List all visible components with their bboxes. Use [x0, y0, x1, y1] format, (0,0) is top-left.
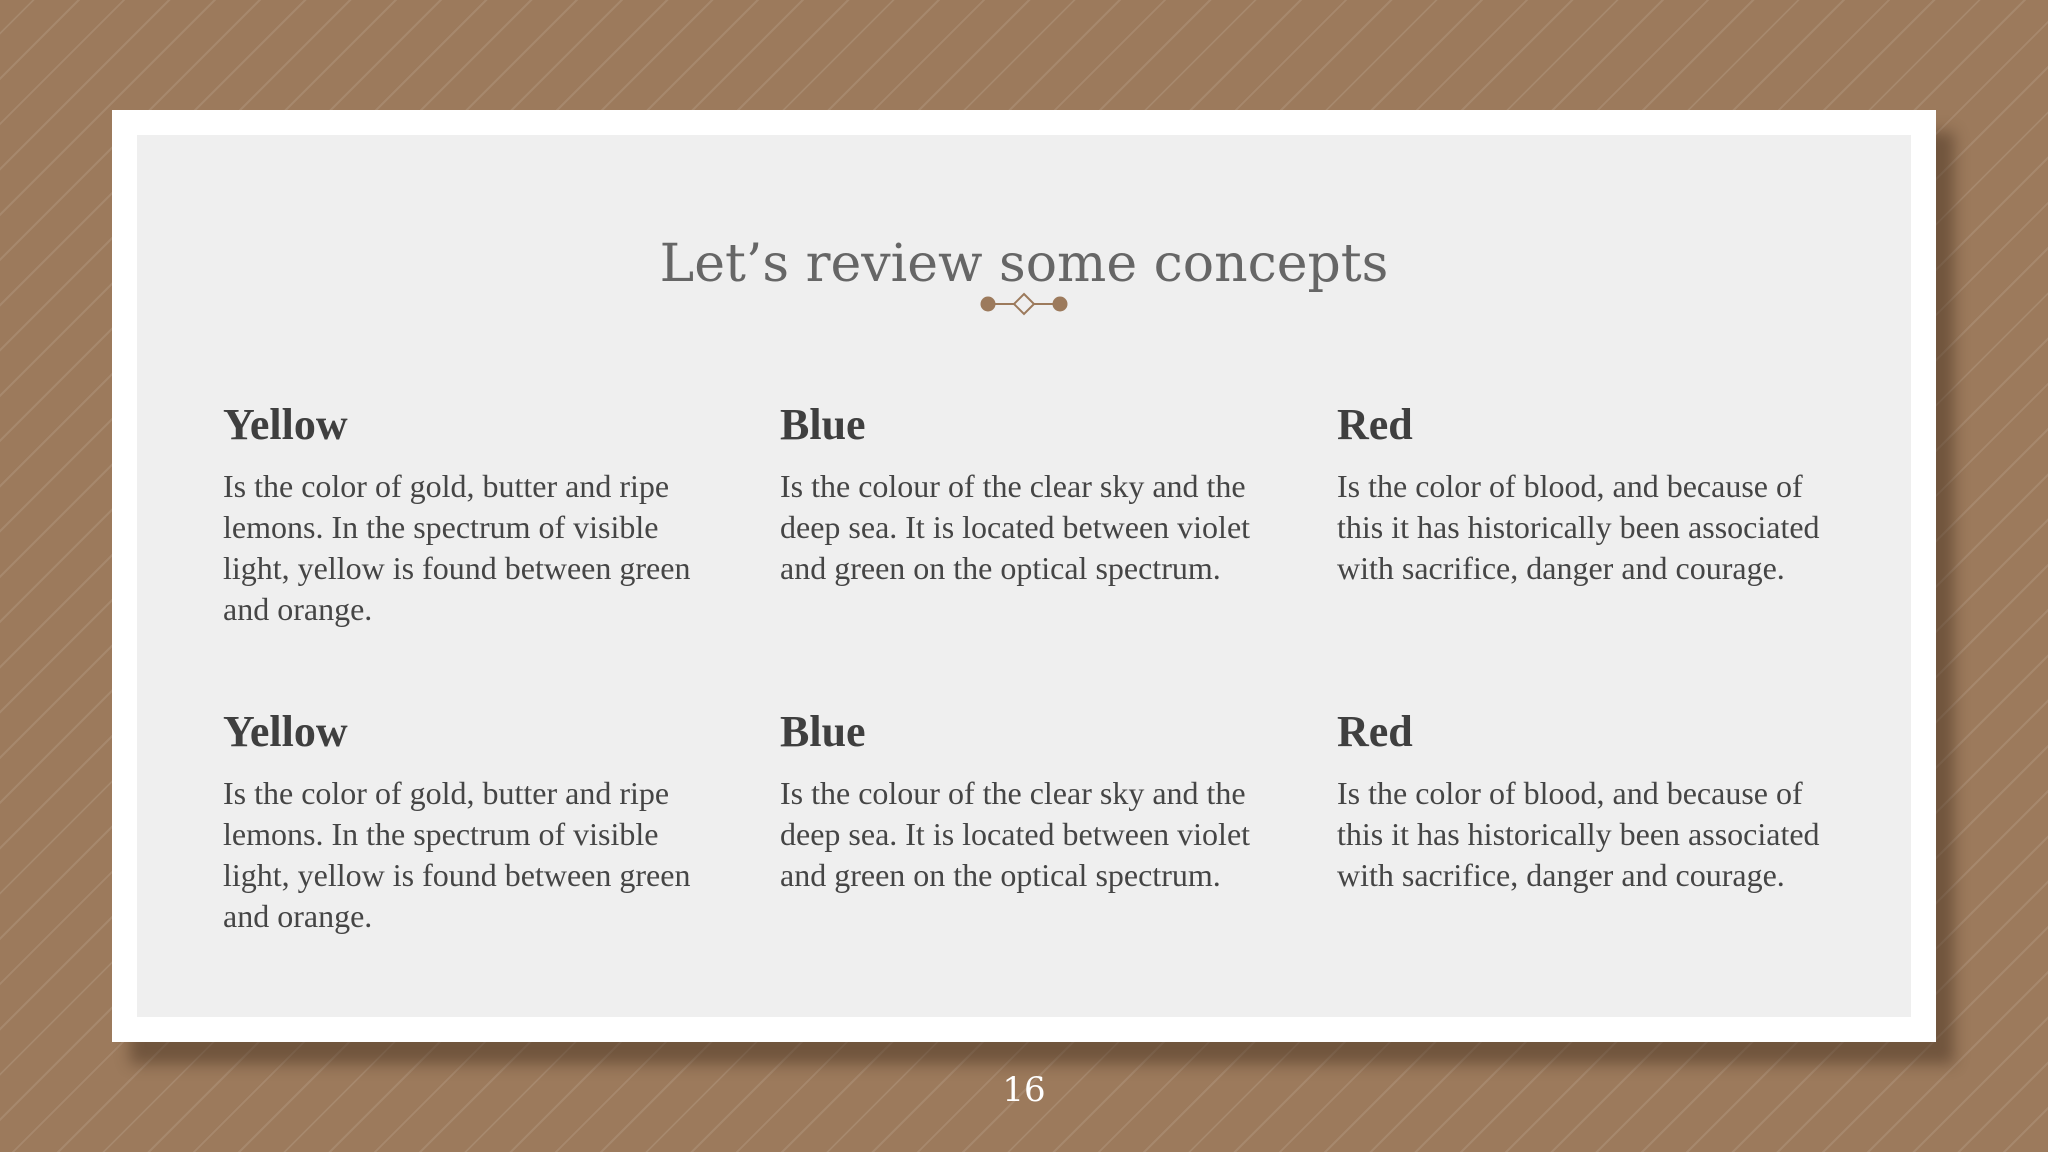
concept-heading: Red	[1337, 707, 1413, 756]
content-panel	[137, 135, 1911, 1017]
concept-description: Is the colour of the clear sky and the deep sea. It is located between violet and green on the optical spectrum.	[780, 775, 1251, 894]
concept-heading: Blue	[780, 707, 866, 756]
concept-heading: Red	[1337, 400, 1413, 449]
concept-description: Is the color of blood, and because of this it has historically been associated with sacrifice, danger and courage.	[1337, 775, 1820, 894]
concept-description: Is the color of gold, butter and ripe lemons. In the spectrum of visible light, yellow is found between green and orange.	[223, 775, 691, 935]
concept-item	[223, 401, 723, 630]
concept-item	[1337, 708, 1837, 896]
concept-heading: Yellow	[223, 400, 348, 449]
concept-description: Is the color of blood, and because of this it has historically been associated with sacrifice, danger and courage.	[1337, 468, 1820, 587]
concept-description: Is the colour of the clear sky and the deep sea. It is located between violet and green on the optical spectrum.	[780, 468, 1251, 587]
concept-heading: Blue	[780, 400, 866, 449]
slide-title: Let’s review some concepts	[659, 234, 1389, 294]
concept-item	[223, 708, 723, 937]
concept-item	[780, 401, 1280, 589]
slide-frame	[112, 110, 1936, 1042]
concept-description: Is the color of gold, butter and ripe lemons. In the spectrum of visible light, yellow is found between green and orange.	[223, 468, 691, 628]
ornament-divider-icon	[979, 292, 1069, 316]
page-number: 16	[1002, 1070, 1046, 1110]
concept-item	[1337, 401, 1837, 589]
concept-heading: Yellow	[223, 707, 348, 756]
concept-item	[780, 708, 1280, 896]
